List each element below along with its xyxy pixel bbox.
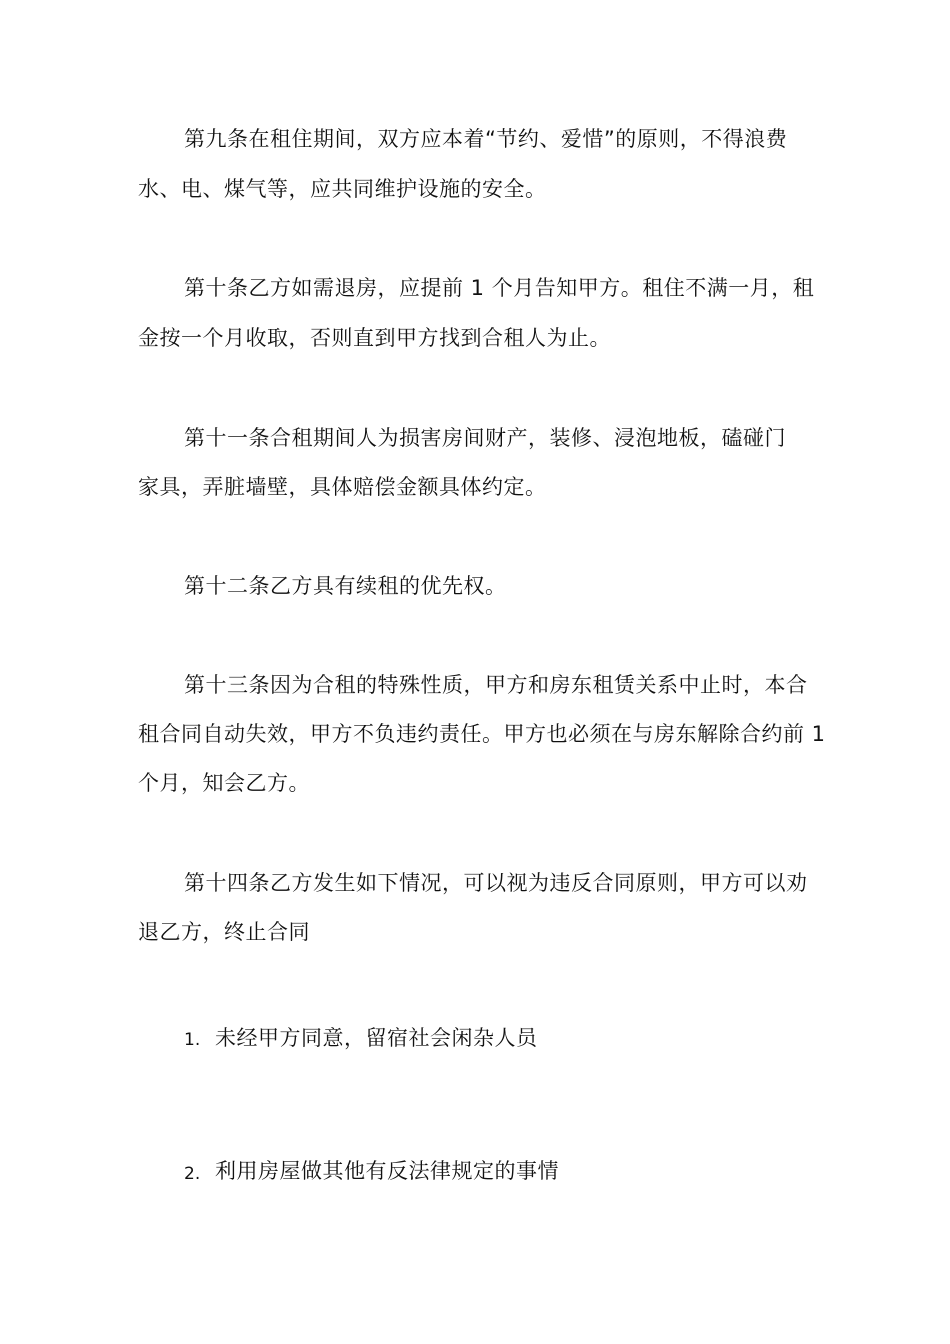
list-item-number: 2. <box>184 1164 201 1184</box>
article-11-line-2: 家具，弄脏墙壁，具体赔偿金额具体约定。 <box>138 475 547 499</box>
article-14-line-1: 第十四条乙方发生如下情况，可以视为违反合同原则，甲方可以劝 <box>184 871 808 895</box>
article-12-line-1: 第十二条乙方具有续租的优先权。 <box>184 574 507 598</box>
list-item-number: 1. <box>184 1030 201 1050</box>
list-item-text: 未经甲方同意，留宿社会闲杂人员 <box>215 1026 538 1050</box>
article-9-line-1: 第九条在租住期间，双方应本着“节约、爱惜”的原则，不得浪费 <box>184 127 788 151</box>
article-13-line-3: 个月，知会乙方。 <box>138 771 310 795</box>
article-13-line-2: 租合同自动失效，甲方不负违约责任。甲方也必须在与房东解除合约前 1 <box>138 722 826 746</box>
article-11-line-1: 第十一条合租期间人为损害房间财产，装修、浸泡地板，磕碰门 <box>184 426 786 450</box>
article-13-line-1: 第十三条因为合租的特殊性质，甲方和房东租赁关系中止时，本合 <box>184 673 808 697</box>
article-14-line-2: 退乙方，终止合同 <box>138 920 310 944</box>
article-10-line-2: 金按一个月收取，否则直到甲方找到合租人为止。 <box>138 326 611 350</box>
article-9-line-2: 水、电、煤气等，应共同维护设施的安全。 <box>138 177 547 201</box>
list-item-text: 利用房屋做其他有反法律规定的事情 <box>215 1159 559 1183</box>
article-10-line-1: 第十条乙方如需退房，应提前 1 个月告知甲方。租住不满一月，租 <box>184 276 815 300</box>
